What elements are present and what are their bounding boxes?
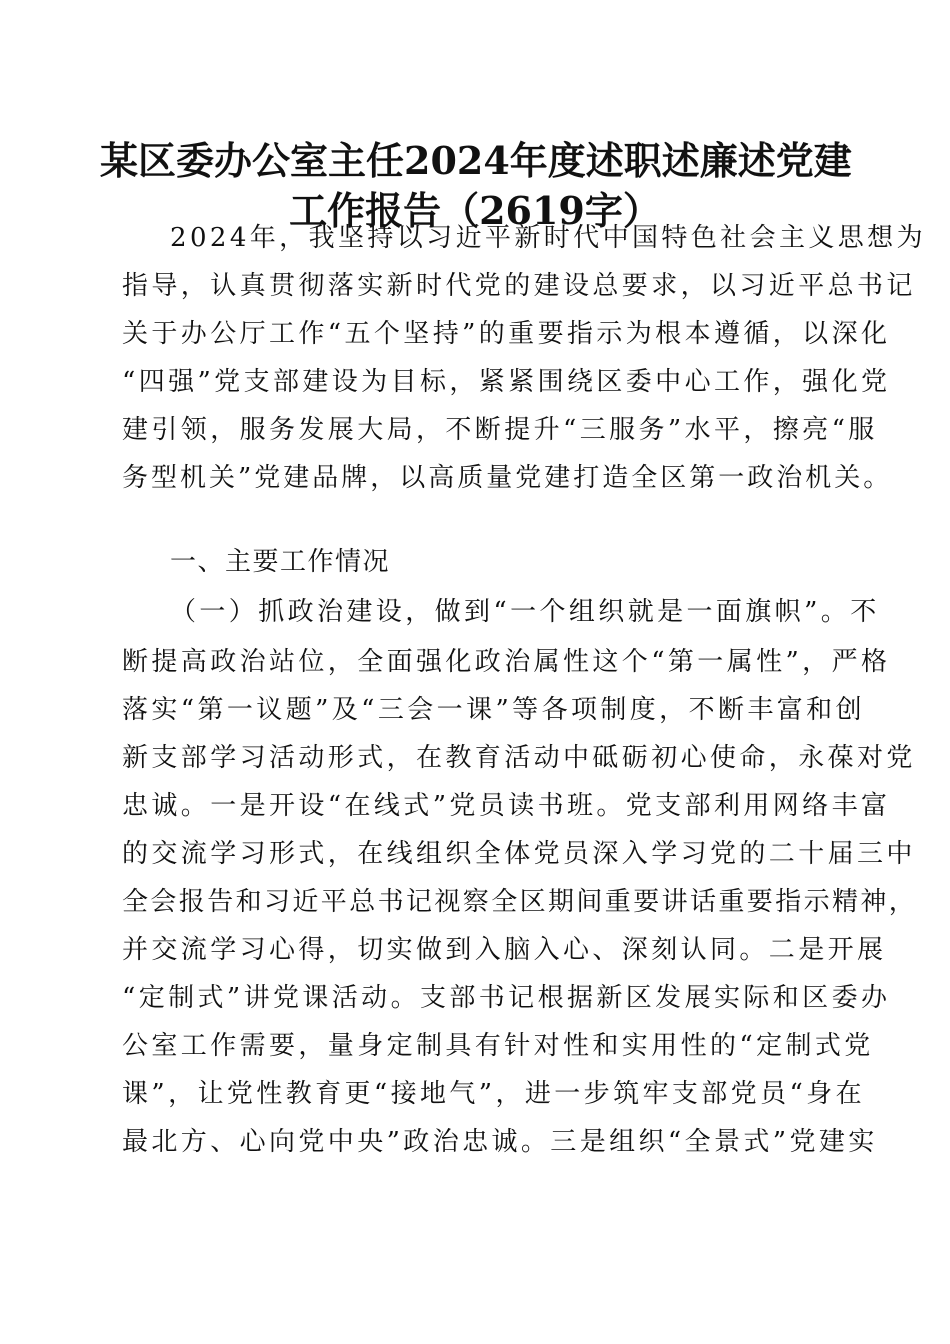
document-title-line-1: 某区委办公室主任2024年度述职述廉述党建 bbox=[100, 138, 852, 183]
body-paragraph-line: 最北方、心向党中央”政治忠诚。三是组织“全景式”党建实 bbox=[122, 1127, 878, 1157]
intro-paragraph-line: 务型机关”党建品牌，以高质量党建打造全区第一政治机关。 bbox=[122, 463, 893, 493]
body-paragraph-line: 的交流学习形式，在线组织全体党员深入学习党的二十届三中 bbox=[122, 839, 916, 869]
body-paragraph-line: 忠诚。一是开设“在线式”党员读书班。党支部利用网络丰富 bbox=[122, 791, 891, 821]
body-paragraph-line: 新支部学习活动形式，在教育活动中砥砺初心使命，永葆对党 bbox=[122, 743, 916, 773]
document-title-line-2: 工作报告（2619字） bbox=[289, 188, 661, 233]
body-paragraph-line: 落实“第一议题”及“三会一课”等各项制度，不断丰富和创 bbox=[122, 695, 865, 725]
section-heading: 一、主要工作情况 bbox=[170, 547, 391, 577]
intro-paragraph-line: 建引领，服务发展大局，不断提升“三服务”水平，擦亮“服 bbox=[122, 415, 878, 445]
body-paragraph-line: “定制式”讲党课活动。支部书记根据新区发展实际和区委办 bbox=[122, 983, 891, 1013]
intro-paragraph-line: 关于办公厅工作“五个坚持”的重要指示为根本遵循，以深化 bbox=[122, 319, 891, 349]
body-paragraph-line: 并交流学习心得，切实做到入脑入心、深刻认同。二是开展 bbox=[122, 935, 887, 965]
body-paragraph-line: 全会报告和习近平总书记视察全区期间重要讲话重要指示精神， bbox=[122, 887, 918, 917]
subsection-first-line bbox=[170, 596, 880, 628]
intro-paragraph-line: “四强”党支部建设为目标，紧紧围绕区委中心工作，强化党 bbox=[122, 367, 891, 397]
subsection-number: （一） bbox=[170, 597, 259, 627]
body-paragraph-line: 断提高政治站位，全面强化政治属性这个“第一属性”，严格 bbox=[122, 647, 891, 677]
intro-paragraph-line: 指导，认真贯彻落实新时代党的建设总要求，以习近平总书记 bbox=[122, 271, 916, 301]
intro-paragraph-line: 2024年，我坚持以习近平新时代中国特色社会主义思想为 bbox=[170, 223, 926, 253]
subsection-first-line-text: 抓政治建设，做到“一个组织就是一面旗帜”。不 bbox=[258, 597, 880, 627]
body-paragraph-line: 课”，让党性教育更“接地气”，进一步筑牢支部党员“身在 bbox=[122, 1079, 865, 1109]
body-paragraph-line: 公室工作需要，量身定制具有针对性和实用性的“定制式党 bbox=[122, 1031, 874, 1061]
